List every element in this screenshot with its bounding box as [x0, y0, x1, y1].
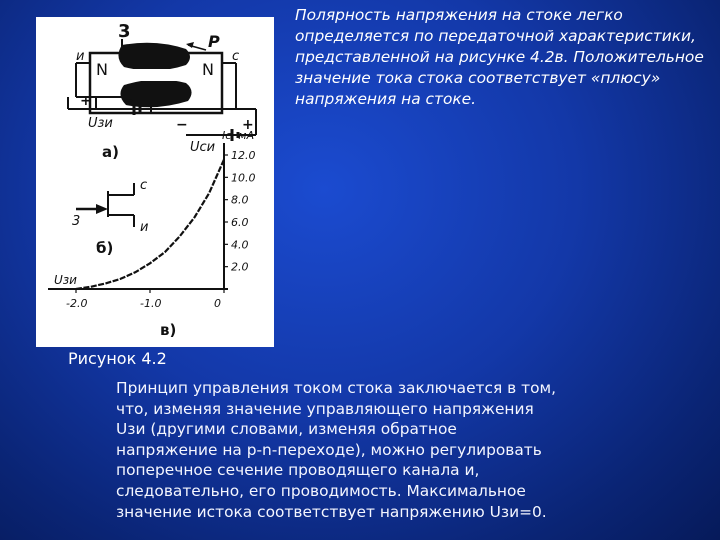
part-a-label: а) — [102, 143, 119, 161]
gate-arrow-icon — [96, 204, 108, 214]
y-tick-label: 2.0 — [231, 260, 249, 274]
x-tick-label: -1.0 — [140, 297, 162, 310]
y-axis-label: Ic, мА — [222, 129, 255, 142]
minus-sign-a: − — [122, 93, 134, 109]
right-n-region: N — [202, 60, 214, 79]
gate-label: 3 — [118, 21, 131, 42]
gate-region-top — [118, 43, 190, 71]
transfer-curve-line — [76, 160, 224, 290]
drain-label-a: с — [232, 49, 240, 64]
part-c-label: в) — [160, 321, 177, 339]
x-axis-label: Uзи — [54, 273, 77, 287]
plus-sign-right: + — [242, 117, 254, 133]
plus-sign-a: + — [80, 93, 92, 109]
y-tick-label: 12.0 — [231, 149, 256, 162]
y-tick-label: 8.0 — [231, 193, 249, 207]
transistor-symbol — [76, 183, 134, 227]
figure-panel — [36, 17, 274, 347]
p-label: P — [208, 32, 220, 51]
drain-label-b: с — [140, 178, 148, 193]
x-tick-label: 0 — [214, 297, 221, 310]
minus-sign-right: − — [176, 117, 188, 133]
vgs-label: Uзи — [88, 116, 113, 131]
y-tick-label: 10.0 — [231, 171, 256, 185]
y-tick-label: 4.0 — [231, 238, 249, 252]
part-b-label: б) — [96, 239, 114, 257]
vds-label: Uси — [190, 140, 216, 155]
y-tick-label: 6.0 — [231, 216, 249, 229]
figure-drawing — [36, 17, 274, 347]
left-n-region: N — [96, 60, 108, 79]
figure-caption: Рисунок 4.2 — [68, 349, 167, 368]
source-label-a: и — [76, 49, 85, 64]
x-tick-label: -2.0 — [66, 297, 88, 310]
main-paragraph: Принцип управления током стока заключается в том, что, изменяя значение управляющего напряжения Uзи (другими словами, изменяя обратное напряжение на p-n-переходе), можно регулировать поперечное сечение проводящего канала и, следовательно, его проводимость. Максимальное значение истока соответствует напряжению Uзи=0. — [116, 379, 556, 521]
intro-paragraph: Полярность напряжения на стоке легко определяется по передаточной характеристики, представленной на рисунке 4.2в. Положительное значение тока стока соответствует «плюсу» напряжения на стоке. — [295, 6, 704, 108]
source-label-b: и — [140, 220, 149, 235]
gate-label-b: 3 — [72, 214, 81, 229]
